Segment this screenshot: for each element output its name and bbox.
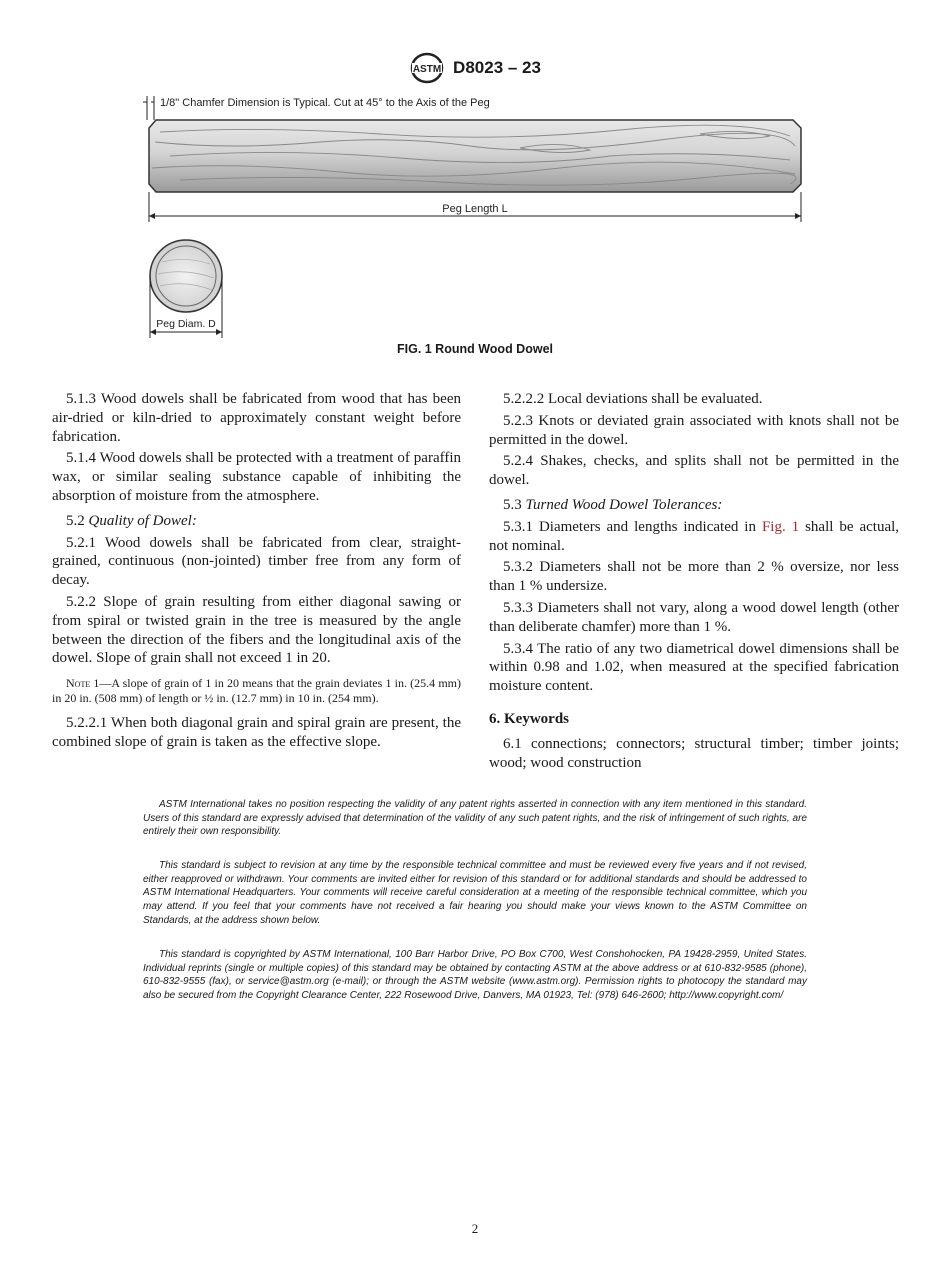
section-5-2-4: 5.2.4 Shakes, checks, and splits shall not be permitted in the dowel. — [489, 453, 899, 489]
left-column — [52, 390, 461, 755]
diam-label: Peg Diam. D — [156, 318, 216, 330]
round-wood-dowel-figure — [140, 90, 810, 340]
section-5-1-4: 5.1.4 Wood dowels shall be protected with a treatment of paraffin wax, or similar sealing substance capable of inhibiting the absorption of moisture from the atmosphere. — [52, 450, 461, 504]
patent-disclaimer: ASTM International takes no position respecting the validity of any patent rights asserted in connection with any item mentioned in this standard. Users of this standard are expressly advised that determination of the validity of any such patent rights, and the risk of infringement of such rights, are entirely their own responsibility. — [143, 799, 807, 838]
section-6-1: 6.1 connections; connectors; structural timber; timber joints; wood; wood construction — [489, 735, 899, 771]
svg-text:ASTM: ASTM — [412, 64, 442, 75]
section-5-2-2-2: 5.2.2.2 Local deviations shall be evaluated. — [503, 391, 763, 407]
section-5-2-heading: 5.2 Quality of Dowel: — [66, 512, 197, 529]
note-1: Note 1—A slope of grain of 1 in 20 means that the grain deviates 1 in. (25.4 mm) in 20 in. (508 mm) of length or ½ in. (12.7 mm) in 10 in. (254 mm). — [52, 676, 461, 706]
chamfer-note: 1/8" Chamfer Dimension is Typical. Cut at 45° to the Axis of the Peg — [160, 97, 490, 109]
page-number: 2 — [471, 1221, 479, 1236]
section-5-3-1: 5.3.1 Diameters and lengths indicated in Fig. 1 shall be actual, not nominal. — [489, 518, 900, 554]
right-column — [489, 390, 899, 775]
copyright-disclaimer: This standard is copyrighted by ASTM International, 100 Barr Harbor Drive, PO Box C700, West Conshohocken, PA 19428-2959, United States. Individual reprints (single or multiple copies) of this standard may be obtained by contacting ASTM at the above address or at 610-832-9585 (phone), 610-832-9555 (fax), or service@astm.org (e-mail); or through the ASTM website (www.astm.org). Permission rights to photocopy the standard may also be secured from the Copyright Clearance Center, 222 Rosewood Drive, Danvers, MA 01923, Tel: (978) 646-2600; http://www.copyright.com/ — [143, 949, 807, 1002]
document-id: D8023 – 23 — [453, 58, 541, 77]
section-5-3-4: 5.3.4 The ratio of any two diametrical dowel dimensions shall be within 0.98 and 1.02, when measured at the specified fabrication moisture content. — [489, 640, 899, 695]
section-5-3-2: 5.3.2 Diameters shall not be more than 2 % oversize, nor less than 1 % undersize. — [489, 559, 899, 595]
section-5-3-heading: 5.3 Turned Wood Dowel Tolerances: — [503, 496, 723, 513]
fig-1-link[interactable]: Fig. 1 — [761, 518, 800, 535]
section-5-2-3: 5.2.3 Knots or deviated grain associated with knots shall not be permitted in the dowel. — [489, 412, 899, 448]
figure-caption: FIG. 1 Round Wood Dowel — [396, 342, 553, 356]
section-5-3-3: 5.3.3 Diameters shall not vary, along a wood dowel length (other than deliberate chamfer) more than 1 %. — [489, 599, 899, 635]
length-label: Peg Length L — [442, 203, 508, 215]
keywords-heading: 6. Keywords — [489, 710, 569, 727]
astm-logo — [409, 52, 445, 84]
page-header — [0, 52, 950, 84]
peg-end-view — [150, 240, 222, 312]
section-5-2-1: 5.2.1 Wood dowels shall be fabricated from clear, straight-grained, continuous (non-jointed) timber free from any form of decay. — [52, 534, 461, 589]
section-5-1-3: 5.1.3 Wood dowels shall be fabricated from wood that has been air-dried or kiln-dried to approximately constant weight before fabrication. — [52, 391, 461, 445]
section-5-2-2-1: 5.2.2.1 When both diagonal grain and spiral grain are present, the combined slope of grain is taken as the effective slope. — [52, 715, 461, 750]
peg-body — [149, 120, 801, 192]
section-5-2-2: 5.2.2 Slope of grain resulting from either diagonal sawing or from spiral or twisted grain in the tree is measured by the angle between the direction of the fibers and the longitudinal axis of the dowel. Slope of grain shall not exceed 1 in 20. — [52, 593, 461, 667]
revision-disclaimer: This standard is subject to revision at any time by the responsible technical committee and must be reviewed every five years and if not revised, either reapproved or withdrawn. Your comments are invited either for revision of this standard or for additional standards and should be addressed to ASTM International Headquarters. Your comments will receive careful consideration at a meeting of the responsible technical committee, which you may attend. If you feel that your comments have not received a fair hearing you should make your views known to the ASTM Committee on Standards, at the address shown below. — [143, 860, 807, 926]
